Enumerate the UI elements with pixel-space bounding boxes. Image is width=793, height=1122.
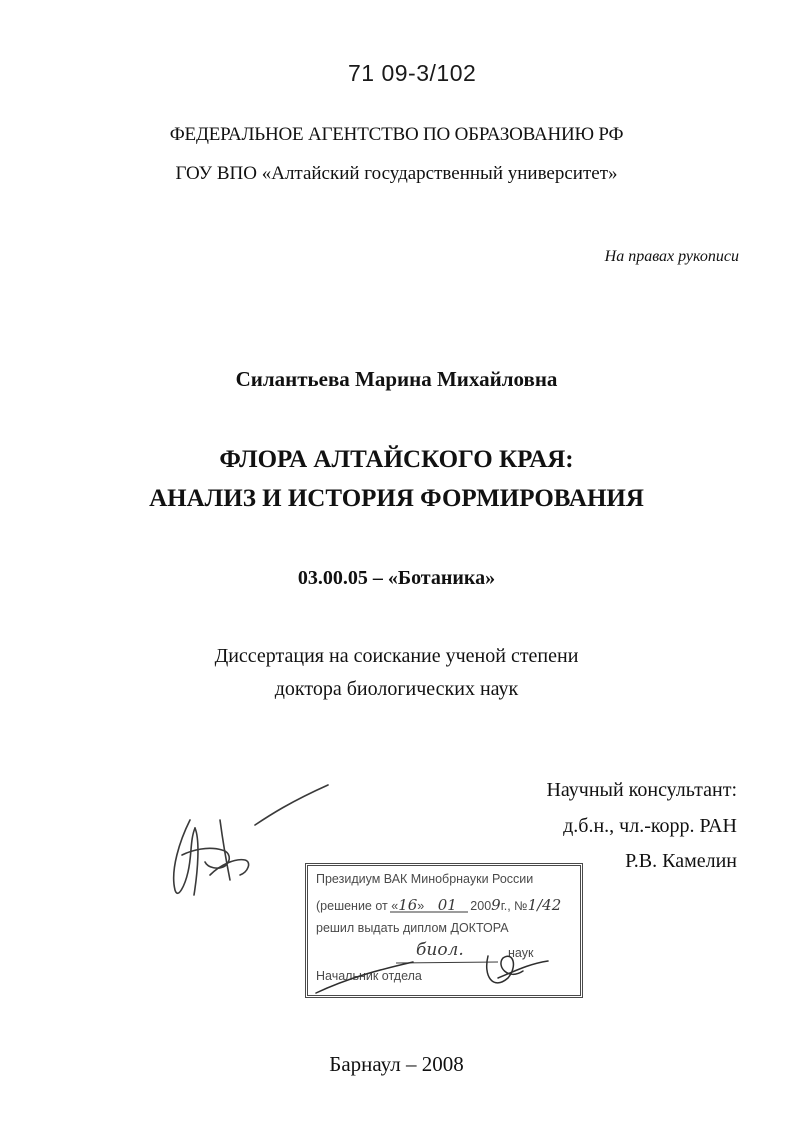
agency-name: ФЕДЕРАЛЬНОЕ АГЕНТСТВО ПО ОБРАЗОВАНИЮ РФ [169, 124, 624, 145]
consultant-credentials: д.б.н., чл.-корр. РАН [563, 815, 737, 837]
stamp-year-prefix: 200 [470, 899, 492, 913]
stamp-month: 01 [437, 896, 457, 914]
degree-line-2: доктора биологических наук [274, 678, 519, 700]
stamp-year-digit: 9 [491, 896, 501, 914]
place-and-year: Барнаул – 2008 [329, 1052, 464, 1076]
stamp-number-prefix: г., № [500, 899, 528, 913]
university-name: ГОУ ВПО «Алтайский государственный университет» [175, 163, 618, 184]
stamp-day-close: » [417, 899, 425, 913]
stamp-handwritten-field: биол. [416, 940, 464, 960]
vak-stamp [305, 863, 583, 998]
archive-code: 71 09-3/102 [348, 60, 477, 86]
title-line-1: ФЛОРА АЛТАЙСКОГО КРАЯ: [219, 446, 574, 473]
stamp-line-1: Президиум ВАК Минобрнауки России [316, 872, 534, 886]
stamp-line-4-suffix: наук [508, 946, 534, 960]
specialty-code: 03.00.05 – «Ботаника» [297, 567, 496, 589]
stamp-line-5: Начальник отдела [316, 969, 422, 983]
degree-line-1: Диссертация на соискание ученой степени [214, 645, 579, 667]
consultant-name: Р.В. Камелин [625, 850, 737, 872]
stamp-decision-prefix: (решение от « [316, 899, 399, 913]
stamp-handwriting-strokes [308, 866, 580, 995]
stamp-line-3: решил выдать диплом ДОКТОРА [316, 921, 509, 935]
title-line-2: АНАЛИЗ И ИСТОРИЯ ФОРМИРОВАНИЯ [149, 485, 644, 512]
author-name: Силантьева Марина Михайловна [235, 367, 558, 391]
consultant-label: Научный консультант: [546, 779, 737, 801]
rights-note: На правах рукописи [604, 248, 739, 265]
stamp-day: 16 [398, 896, 418, 914]
stamp-number: 1/42 [527, 896, 562, 914]
